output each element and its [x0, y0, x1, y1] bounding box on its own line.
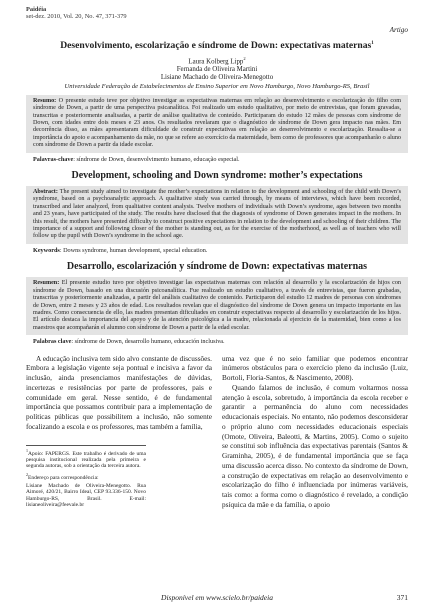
author-name: Fernanda de Oliveira Martini	[176, 66, 258, 74]
article-title-es: Desarrollo, escolarización y síndrome de Down: expectativas maternas	[66, 261, 368, 273]
page-number: 371	[396, 593, 408, 602]
author-name: Laura Kolberg Lipp$^2$	[188, 55, 246, 65]
page-footer	[0, 593, 434, 602]
body-column-right	[222, 355, 408, 511]
section-label: Artigo	[389, 26, 408, 35]
article-title-pt: Desenvolvimento, escolarização e síndrome de Down: expectativas maternas$^1$	[60, 40, 374, 52]
footnote: $^2$Endereço para correspondência:	[26, 471, 99, 481]
body-paragraph: A educação inclusiva tem sido alvo constante de discussões. Embora a legislação vigente seja pontual e incisiva a favor da inclusão, ainda presenciamos manifestações de dúvidas, incertezas e resistências por parte de professores, pais e comunidade em geral. Nesse sentido, é de fundamental importância que possamos contribuir para a implementação de políticas públicas que possibilitem a inclusão, não somente focalizando a escola e os professores, mas também a família,	[26, 354, 212, 431]
footnotes	[26, 445, 146, 509]
keywords-pt: Palavras-chave: síndrome de Down, desenvolvimento humano, educação especial.	[33, 155, 240, 163]
keywords-en: Keywords: Downs syndrome, human development, special education.	[33, 246, 208, 254]
abstract-pt: Resumo: O presente estudo teve por objetivo investigar as expectativas maternas em relação ao desenvolvimento e escolarização do filho com síndrome de Down, a partir de uma perspectiva psicanalítica. Foi realizado um estudo qualitativo, por meio de entrevistas, que foram gravadas, transcritas e posteriormente analisadas, a partir de análise qualitativa de conteúdo. Participaram do estudo 12 mães de pessoas com síndrome de Down, com idades entre dois meses e 23 anos. Os resultados revelaram que o diagnóstico de síndrome de Down gera impacto nas mães. Em decorrência disso, as mães apresentaram dificuldade de construir expectativas em relação ao desenvolvimento e escolarização. Ressalta-se a importância do apoio e acompanhamento da mãe, no que se refere ao exercício da maternidade, bem como de professores que acompanharão o aluno com síndrome de Down a partir da idade escolar.	[26, 95, 408, 153]
article-title-en: Development, schooling and Down syndrome: mother’s expectations	[71, 170, 363, 182]
author-name: Lisiane Machado de Oliveira-Menegotto	[160, 74, 274, 82]
abstract-en: Abstract: The present study aimed to investigate the mother’s expectations in relation to the development and schooling of the child with Down’s syndrome, based on a psychoanalytic approach. A qualitative study was carried through, by means of interviews, which have been recorded, transcribed and later analyzed, from qualitative content analysis. Twelve mothers of individuals with Down’s syndrome, ages between two months and 23 years, have participated of the study. The results have disclosed that the diagnosis of syndrome of Down generates impact in the mothers. In this result, the mothers have presented difficulty to construct positive expectations in relation to the development and schooling of their children. The importance of a support and following closer of the mother is standing out, as for the exercise of the motherhood, as well as of teachers who will follow up the pupil with Down’s syndrome in the school age.	[26, 186, 408, 244]
correspondence-address: Lisiane Machado de Oliveira-Menegotto. Rua Aimoré, 420/21, Bairro Ideal, CEP 93.336-150. Novo Hamburgo-RS, Brasil. E-mail: lisianeoliveira@feevale.br	[26, 482, 146, 509]
affiliation: Universidade Federação de Estabelecimentos de Ensino Superior em Novo Hamburgo, Novo Hamburgo-RS, Brasil	[64, 82, 370, 90]
abstract-es: Resumen: El presente estudio tuvo por objetivo investigar las expectativas maternas con relación al desarrollo y la escolarización de hijos con síndrome de Down, basado en una discusión psicoanalítica. Fue realizado un estudio cualitativo, a través de entrevistas, que fueron grabadas, transcritas y posteriormente analizadas, a partir del análisis cualitativo de contenido. Participaron del estudio 12 madres de personas con síndromes de Down, entre 2 meses y 23 años de edad. Los resultados revelan que el diagnóstico del síndrome de Down genera un impacto importante en las madres. Como consecuencia de ello, las madres presentan dificultades en construir expectativas respecto al desarrollo y escolarización de los hijos. El artículo destaca la importancia del apoyo y de la atención psicológica a la madre, relacionada al ejercicio de la maternidad, bien como a los maestros que acompañarán el alumno con síndrome de Down a partir de la edad escolar.	[26, 277, 408, 335]
footnote: $^1$Apoio: FAPERGS. Este trabalho é derivado de uma pesquisa institucional realizada pela primeira e segunda autoras, sob a orientação da terceira autora.	[26, 447, 146, 470]
journal-issue: set-dez. 2010, Vol. 20, No. 47, 371-379	[26, 13, 127, 21]
journal-header	[26, 6, 408, 20]
body-paragraph: Quando falamos de inclusão, é comum voltarmos nossa atenção à escola, sobretudo, à importância da escola receber e garantir a permanência do aluno com necessidades educacionais especiais. No entanto, não podemos desconsiderar o próprio aluno com necessidades educacionais especiais (Omote, Oliveira, Baleotti, & Martins, 2005). Como o sujeito se constitui sob influência das expectativas parentais (Santos & Graminha, 2005), é de fundamental importância que se faça uma discussão acerca disso. No contexto da síndrome de Down, a construção de expectativas em relação ao desenvolvimento e escolarização do filho é influenciada por inúmeras variáveis, tais como: a forma como o diagnóstico é revelado, a condição psíquica da mãe e da família, o apoio	[222, 383, 408, 509]
body-columns	[26, 355, 408, 511]
availability-link[interactable]: Disponível em www.scielo.br/paideia	[161, 593, 273, 602]
journal-name: Paidéia	[26, 6, 47, 13]
body-column-left	[26, 355, 212, 511]
keywords-es: Palabras clave: síndrome de Down, desarrollo humano, educación inclusiva.	[33, 338, 225, 346]
author-list	[26, 55, 408, 83]
body-paragraph: uma vez que é no seio familiar que podemos encontrar inúmeros obstáculos para o exercício pleno da inclusão (Luiz, Bortoli, Floria-Santos, & Nascimento, 2008).	[222, 354, 408, 383]
